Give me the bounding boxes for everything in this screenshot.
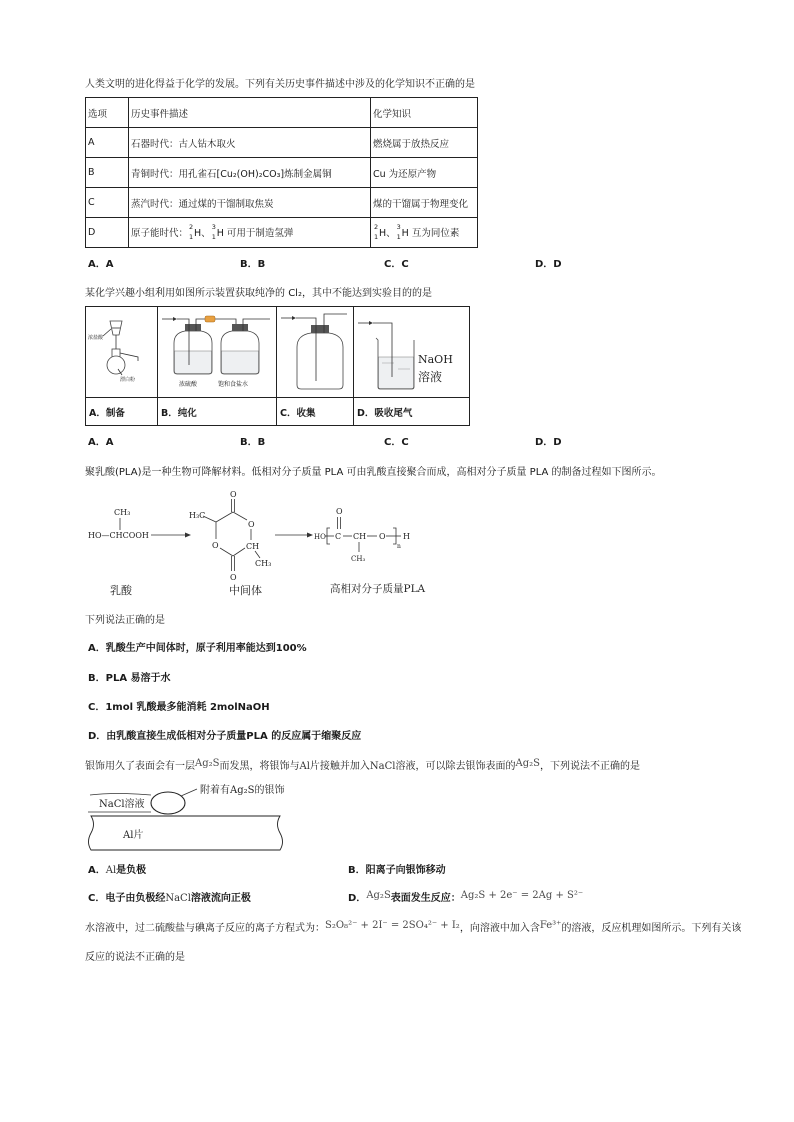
q5-stem-line-1 — [85, 922, 741, 935]
q4-option-d[interactable] — [348, 892, 583, 905]
pla-h: H — [403, 532, 410, 541]
q2-choice-c[interactable]: C．C — [384, 437, 409, 448]
q4-stem-part: 片接触并加入 — [309, 761, 370, 772]
saturated-brine-label: 饱和食盐水 — [218, 381, 249, 388]
element-symbol: H — [401, 228, 409, 239]
atomic-number: 1 — [211, 233, 216, 241]
apparatus-a-cell — [86, 307, 158, 398]
option-letter: A． — [88, 865, 106, 876]
isotope-notation — [188, 223, 194, 241]
q2-apparatus-table — [85, 306, 470, 426]
option-letter: B． — [348, 865, 366, 876]
q2-stem-prefix: 某化学兴趣小组利用如图所示装置获取纯净的 — [85, 288, 289, 299]
q5-stem-part: 的溶液，反应机理如图所示。下列有关该 — [561, 923, 742, 934]
lactic-acid-formula: HO—CHCOOH — [88, 531, 149, 540]
intermediate-name: 中间体 — [229, 584, 262, 597]
conc-sulfuric-acid-liquid — [175, 351, 212, 374]
header-event: 历史事件描述 — [129, 98, 371, 128]
label-leader — [181, 789, 197, 796]
q2-formula: Cl₂ — [288, 288, 302, 299]
option-text: 电子由负极经 — [105, 893, 166, 904]
conc-sulfuric-acid-label: 浓硫酸 — [179, 381, 198, 388]
saturated-brine-liquid — [222, 351, 259, 374]
q4-stem-part: ，下列说法不正确的是 — [539, 761, 640, 772]
ring-o-left: O — [212, 541, 219, 550]
element-symbol: H — [216, 228, 224, 239]
bond — [255, 551, 260, 558]
table-header-row — [86, 98, 478, 128]
aluminum-plate-label: Al片 — [123, 830, 144, 841]
stopper-2 — [232, 324, 248, 331]
cell-event — [129, 218, 371, 248]
q3-option-d[interactable]: D．由乳酸直接生成低相对分子质量PLA 的反应属于缩聚反应 — [88, 731, 362, 742]
q1-stem: 人类文明的进化得益于化学的发展。下列有关历史事件描述中涉及的化学知识不正确的是 — [85, 79, 475, 90]
nacl-solution-label: NaCl溶液 — [99, 799, 145, 810]
q2-stem-suffix: ，其中不能达到实验目的的是 — [301, 288, 432, 299]
absorption-apparatus — [354, 307, 470, 397]
q4-stem-part: 溶液，可以除去银饰表面的 — [395, 761, 516, 772]
mass-number: 3 — [396, 223, 401, 231]
silver-jewelry — [151, 792, 185, 814]
isotope-notation — [396, 223, 402, 241]
atomic-number: 1 — [189, 233, 194, 241]
option-text: 是负极 — [116, 865, 147, 876]
cell-knowledge: 燃烧属于放热反应 — [371, 128, 478, 158]
q1-table — [85, 97, 478, 248]
arrowhead-icon — [173, 317, 177, 321]
cell-option: C — [86, 188, 129, 218]
solution-surface-line — [90, 794, 151, 796]
header-knowledge: 化学知识 — [371, 98, 478, 128]
element-symbol: H — [379, 228, 387, 239]
header-option: 选项 — [86, 98, 129, 128]
gas-collecting-bottle — [297, 333, 343, 389]
naoh-label: NaOH — [418, 353, 453, 366]
q3-option-a[interactable]: A．乳酸生产中间体时，原子利用率能达到100% — [88, 643, 307, 654]
q4-option-b[interactable] — [348, 864, 446, 877]
reaction-equation: Ag₂S + 2e⁻ = 2Ag + S²⁻ — [460, 890, 584, 901]
q4-option-a[interactable] — [88, 864, 146, 877]
methyl-left: H₃C — [189, 511, 206, 520]
pla-ch: CH — [353, 532, 367, 541]
event-prefix: 原子能时代： — [131, 228, 189, 239]
q3-option-c[interactable]: C．1mol 乳酸最多能消耗 2molNaOH — [88, 702, 270, 713]
cell-knowledge: 煤的干馏属于物理变化 — [371, 188, 478, 218]
q1-choice-c[interactable]: C．C — [384, 259, 409, 270]
pla-o: O — [379, 532, 386, 541]
option-formula: Ag₂S — [366, 890, 391, 901]
cell-knowledge — [371, 218, 478, 248]
option-text: 表面发生反应： — [390, 893, 461, 904]
pla-c: C — [335, 532, 342, 541]
table-row — [86, 188, 478, 218]
label-purification: B．纯化 — [158, 398, 277, 426]
cell-event: 青铜时代：用孔雀石[Cu₂(OH)₂CO₃]炼制金属铜 — [129, 158, 371, 188]
lactic-acid-name: 乳酸 — [110, 584, 132, 597]
apparatus-image-row — [86, 307, 470, 398]
methyl-right: CH₃ — [255, 559, 272, 568]
apparatus-b-cell — [158, 307, 277, 398]
isotope-notation — [211, 223, 217, 241]
ring-o-right: O — [248, 520, 255, 529]
stopper-1 — [185, 324, 201, 331]
event-suffix: 可用于制造氢弹 — [223, 228, 294, 239]
mass-number: 3 — [211, 223, 216, 231]
collection-apparatus — [277, 307, 354, 397]
separator: 、 — [201, 228, 211, 239]
solution-label: 溶液 — [418, 370, 443, 384]
atomic-number: 1 — [396, 233, 401, 241]
ring-bond — [220, 548, 233, 556]
arrowhead-icon — [307, 533, 313, 538]
separator: 、 — [386, 228, 396, 239]
carbonyl-o-top: O — [230, 490, 237, 499]
pla-name: 高相对分子质量PLA — [330, 583, 426, 595]
conc-hcl-label: 浓盐酸 — [88, 335, 104, 341]
q5-ion: Fe³⁺ — [539, 920, 562, 931]
ch-right: CH — [246, 542, 260, 551]
pla-carbonyl-o: O — [336, 507, 343, 516]
arrowhead-icon — [369, 321, 373, 325]
purification-apparatus — [158, 307, 277, 397]
apparatus-label-row — [86, 398, 470, 426]
apparatus-d-cell — [354, 307, 470, 398]
ring-bond — [233, 548, 245, 556]
q3-question: 下列说法正确的是 — [85, 615, 165, 626]
cell-option: A — [86, 128, 129, 158]
option-formula: Al — [105, 865, 117, 876]
q4-stem-part: 银饰用久了表面会有一层 — [85, 761, 195, 772]
aluminum-plate — [89, 816, 283, 850]
arrowhead-icon — [185, 533, 191, 538]
bottle-stopper — [311, 325, 329, 333]
q4-formula: Al — [299, 761, 310, 772]
isotope-notation — [373, 223, 379, 241]
preparation-apparatus — [86, 307, 158, 397]
label-collection: C．收集 — [277, 398, 354, 426]
arrowhead-icon — [292, 316, 296, 320]
q4-stem — [85, 760, 640, 773]
cell-event: 石器时代：古人钻木取火 — [129, 128, 371, 158]
pla-n: n — [397, 543, 401, 550]
q4-formula: Ag₂S — [195, 758, 220, 769]
q4-formula: Ag₂S — [515, 758, 540, 769]
naoh-solution-liquid — [379, 357, 414, 389]
q4-option-c[interactable] — [88, 892, 251, 905]
table-row — [86, 158, 478, 188]
ring-bond — [233, 512, 247, 520]
q5-ionic-equation: S₂O₈²⁻ + 2I⁻ = 2SO₄²⁻ + I₂ — [325, 920, 460, 931]
q3-option-b[interactable]: B．PLA 易溶于水 — [88, 673, 171, 684]
q2-choice-a[interactable]: A．A — [88, 437, 114, 448]
jewelry-label: 附着有Ag₂S的银饰 — [200, 785, 285, 796]
bleaching-powder-label: 漂白粉 — [120, 377, 136, 383]
q4-stem-part: 而发黑，将银饰与 — [219, 761, 300, 772]
option-letter: D． — [348, 893, 367, 904]
pla-methyl: CH₃ — [351, 555, 366, 563]
label-preparation: A．制备 — [86, 398, 158, 426]
cell-knowledge: Cu 为还原产物 — [371, 158, 478, 188]
carbonyl-o-bottom: O — [230, 573, 237, 582]
q1-choice-b[interactable]: B．B — [240, 259, 266, 270]
option-letter: C． — [88, 893, 106, 904]
q2-choice-b[interactable]: B．B — [240, 437, 266, 448]
knowledge-suffix: 互为同位素 — [408, 228, 460, 239]
q5-stem-part: 水溶液中，过二硫酸盐与碘离子反应的离子方程式为： — [85, 923, 325, 934]
q2-stem — [85, 287, 432, 300]
pla-synthesis-scheme — [85, 488, 445, 603]
pla-ho: HO — [314, 533, 326, 541]
table-row — [86, 128, 478, 158]
q5-stem-part: ，向溶液中加入含 — [459, 923, 540, 934]
rubber-connector — [205, 316, 215, 322]
element-symbol: H — [194, 228, 202, 239]
mass-number: 2 — [374, 223, 379, 231]
cell-option: B — [86, 158, 129, 188]
lactic-acid-methyl: CH₃ — [114, 508, 131, 517]
cell-event: 蒸汽时代：通过煤的干馏制取焦炭 — [129, 188, 371, 218]
q1-choice-d[interactable]: D．D — [535, 259, 562, 270]
mass-number: 2 — [189, 223, 194, 231]
silver-cleaning-diagram — [85, 778, 325, 854]
round-bottom-flask — [107, 356, 125, 374]
ring-bond — [216, 512, 233, 522]
label-leader — [103, 329, 111, 336]
q1-choice-a[interactable]: A．A — [88, 259, 114, 270]
apparatus-c-cell — [277, 307, 354, 398]
table-row — [86, 218, 478, 248]
q5-stem-line-2: 反应的说法不正确的是 — [85, 952, 185, 963]
cell-option: D — [86, 218, 129, 248]
atomic-number: 1 — [374, 233, 379, 241]
option-text: 溶液流向正极 — [190, 893, 251, 904]
option-formula: NaCl — [165, 893, 191, 904]
label-absorption: D．吸收尾气 — [354, 398, 470, 426]
q4-formula: NaCl — [369, 761, 396, 772]
q3-stem: 聚乳酸(PLA)是一种生物可降解材料。低相对分子质量 PLA 可由乳酸直接聚合而成，高相对分子质量 PLA 的制备过程如下图所示。 — [85, 467, 662, 478]
q2-choice-d[interactable]: D．D — [535, 437, 562, 448]
option-text: 阳离子向银饰移动 — [365, 865, 446, 876]
